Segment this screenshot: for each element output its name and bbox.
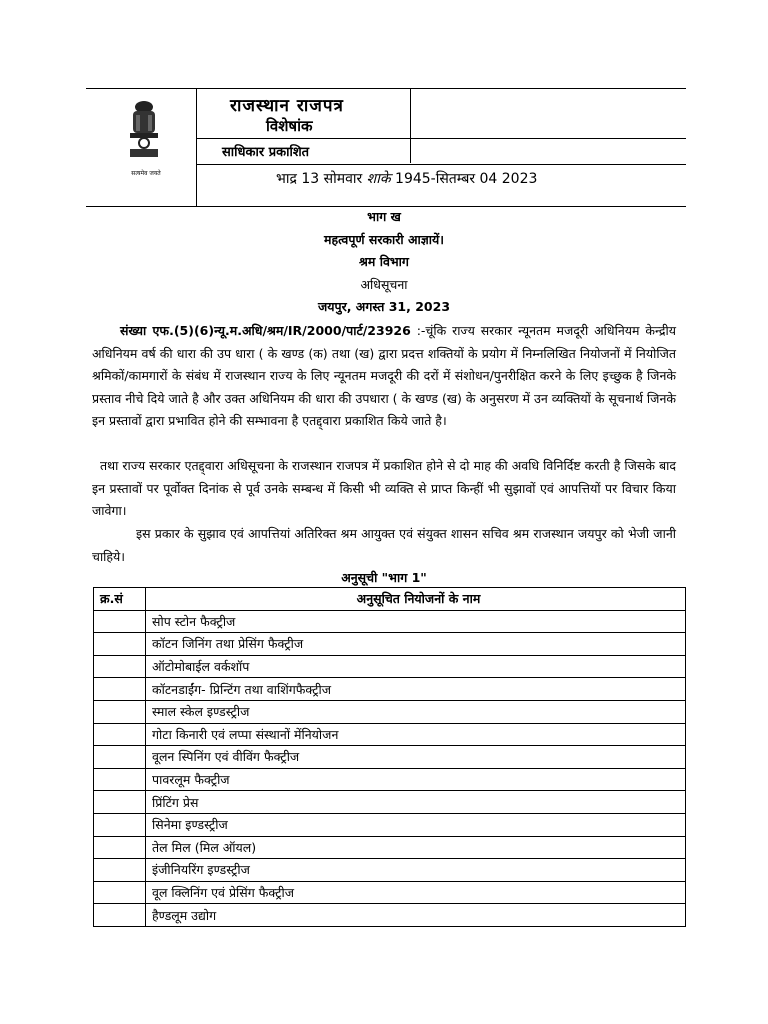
table-row <box>94 836 686 859</box>
gazette-subtitle: विशेषांक <box>266 117 313 135</box>
date-rest: 1945-सितम्बर 04 2023 <box>395 171 538 187</box>
table-header-row <box>94 588 686 611</box>
employment-name-cell: सोप स्टोन फैक्ट्रीज <box>146 610 686 633</box>
serial-cell <box>94 768 146 791</box>
employment-name-cell: कॉटनडाईंग- प्रिन्टिंग तथा वाशिंगफैक्ट्रीज <box>146 678 686 701</box>
table-row <box>94 813 686 836</box>
employment-name-cell: स्माल स्केल इण्डस्ट्रीज <box>146 700 686 723</box>
paragraph-1 <box>92 320 676 433</box>
table-row <box>94 881 686 904</box>
gazette-header <box>86 88 686 207</box>
gazette-title-cell <box>196 89 411 138</box>
table-row <box>94 791 686 814</box>
paragraph-2 <box>92 455 676 523</box>
table-row <box>94 859 686 882</box>
serial-cell <box>94 859 146 882</box>
serial-cell <box>94 813 146 836</box>
employment-name-cell: ऑटोमोबाईल वर्कशॉप <box>146 655 686 678</box>
employment-name-cell: वूल क्लिनिंग एवं प्रेसिंग फैक्ट्रीज <box>146 881 686 904</box>
table-row <box>94 610 686 633</box>
date-prefix: भाद्र 13 सोमवार <box>276 171 363 187</box>
paragraph-2-text: तथा राज्य सरकार एतद्द्वारा अधिसूचना के राजस्थान राजपत्र में प्रकाशित होने से दो माह की अवधि विनिर्दिष्ट करती है जिसके बाद इन प्रस्तावों पर पूर्वोक्त दिनांक से पूर्व उनके सम्बन्ध में किसी भी व्यक्ति से प्राप्त किन्हीं भी सुझावों एवं आपत्तियों पर विचार किया जावेगा। <box>92 458 676 518</box>
serial-cell <box>94 881 146 904</box>
reference-number: संख्या एफ.(5)(6)न्यू.म.अधि/श्रम/IR/2000/पार्ट/23926 <box>120 323 411 338</box>
emblem-motto: सत्यमेव जयते <box>131 170 161 177</box>
employment-name-cell: पावरलूम फैक्ट्रीज <box>146 768 686 791</box>
employment-name-cell: प्रिंटिंग प्रेस <box>146 791 686 814</box>
table-row <box>94 678 686 701</box>
gazette-date <box>276 169 537 188</box>
employment-name-cell: इंजीनियरिंग इण्डस्ट्रीज <box>146 859 686 882</box>
serial-cell <box>94 904 146 927</box>
department-heading: श्रम विभाग <box>359 254 409 269</box>
employment-name-cell: कॉटन जिनिंग तथा प्रेसिंग फैक्ट्रीज <box>146 633 686 656</box>
employment-name-cell: तेल मिल (मिल ऑयल) <box>146 836 686 859</box>
table-row <box>94 633 686 656</box>
paragraph-1-text: :-चूंकि राज्य सरकार न्यूनतम मजदूरी अधिनियम केन्द्रीय अधिनियम वर्ष की धारा की उप धारा ( के खण्ड (क) तथा (ख) द्वारा प्रदत्त शक्तियों के प्रयोग में निम्नलिखित नियोजनों में नियोजित श्रमिकों/कामगारों के संबंध में राजस्थान राज्य के लिए न्यूनतम मजदूरी की दरों में संशोधन/पुनरीक्षित करने के लिए इच्छुक है जिनके प्रस्ताव नीचे दिये जाते है और उक्त अधिनियम की धारा की उपधारा ( के खण्ड (ख) के अनुसरण में उन व्यक्तियों के सूचनार्थ जिनके इन प्रस्तावों द्वारा प्रभावित होने की सम्भावना है एतद्द्वारा प्रकाशित किये जाते है। <box>92 323 676 428</box>
table-row <box>94 746 686 769</box>
date-shake: शाके <box>366 171 391 187</box>
employment-name-cell: गोटा किनारी एवं लप्पा संस्थानों मेंनियोजन <box>146 723 686 746</box>
serial-cell <box>94 655 146 678</box>
paragraph-3 <box>92 523 676 568</box>
employment-name-cell: हैण्डलूम उद्योग <box>146 904 686 927</box>
column-header-name: अनुसूचित नियोजनों के नाम <box>146 588 686 611</box>
table-row <box>94 768 686 791</box>
serial-cell <box>94 791 146 814</box>
serial-cell <box>94 633 146 656</box>
serial-cell <box>94 678 146 701</box>
serial-cell <box>94 700 146 723</box>
serial-cell <box>94 610 146 633</box>
place-date: जयपुर, अगस्त 31, 2023 <box>317 299 451 314</box>
employment-name-cell: सिनेमा इण्डस्ट्रीज <box>146 813 686 836</box>
gazette-title: राजस्थान राजपत्र <box>230 96 344 116</box>
serial-cell <box>94 746 146 769</box>
schedule-table <box>93 587 686 927</box>
emblem-cell <box>86 89 197 206</box>
orders-heading: महत्वपूर्ण सरकारी आज्ञायें। <box>324 232 444 247</box>
serial-cell <box>94 836 146 859</box>
part-heading: भाग ख <box>367 209 401 224</box>
divider <box>196 164 686 165</box>
table-row <box>94 700 686 723</box>
table-row <box>94 723 686 746</box>
employment-name-cell: वूलन स्पिनिंग एवं वीविंग फैक्ट्रीज <box>146 746 686 769</box>
serial-cell <box>94 723 146 746</box>
notification-heading: अधिसूचना <box>360 277 408 292</box>
national-emblem-icon <box>124 99 164 159</box>
table-row <box>94 904 686 927</box>
authority-label: साधिकार प्रकाशित <box>222 145 310 160</box>
schedule-title: अनुसूची "भाग 1" <box>341 570 427 585</box>
authority-cell <box>196 139 411 163</box>
paragraph-3-text: इस प्रकार के सुझाव एवं आपत्तियां अतिरिक्त श्रम आयुक्त एवं संयुक्त शासन सचिव श्रम राजस्थान जयपुर को भेजी जानी चाहिये। <box>92 526 676 564</box>
table-row <box>94 655 686 678</box>
column-header-serial: क्र.सं <box>94 588 146 611</box>
